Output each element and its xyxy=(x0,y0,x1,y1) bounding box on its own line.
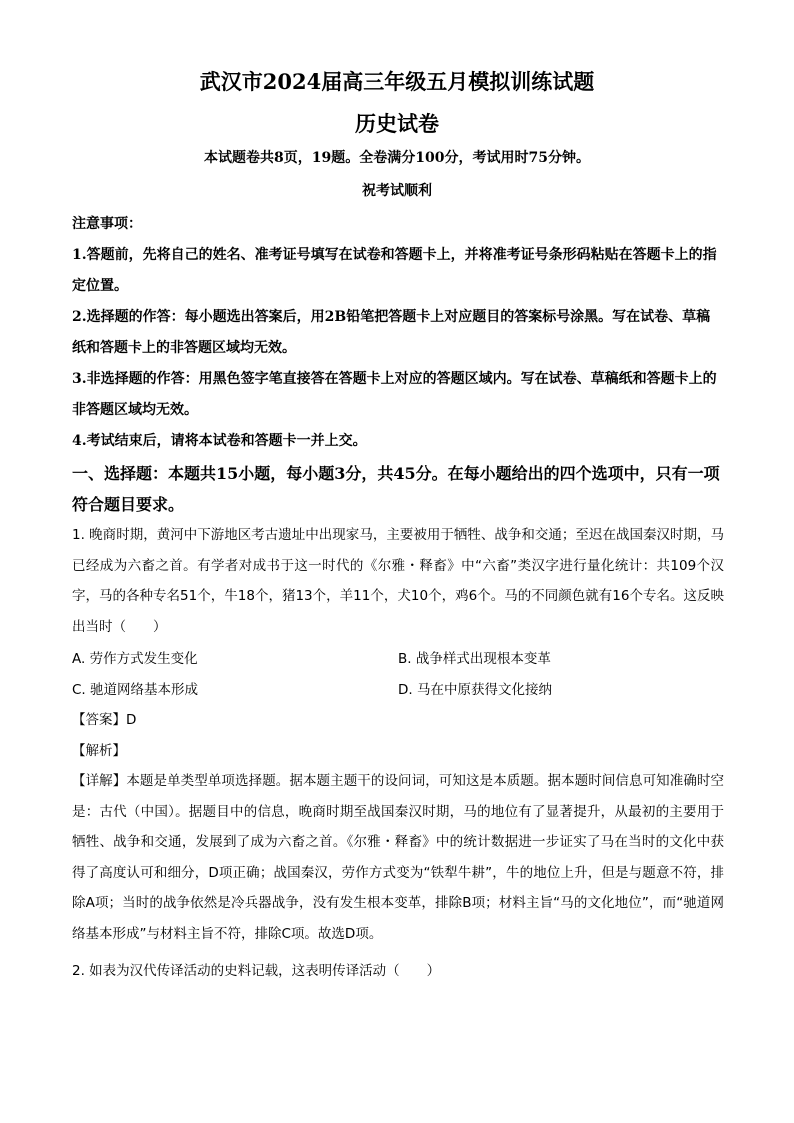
section-one xyxy=(72,458,724,520)
exam-info: 本试题卷共8页，19题。全卷满分100分，考试用时75分钟。 xyxy=(204,150,590,166)
notice-item: 2.选择题的作答：每小题选出答案后，用2B铅笔把答题卡上对应题目的答案标号涂黑。写在试卷、草稿纸和答题卡上的非答题区域均无效。 xyxy=(72,309,711,356)
notice-item: 1.答题前，先将自己的姓名、准考证号填写在试卷和答题卡上，并将准考证号条形码粘贴在答题卡上的指定位置。 xyxy=(72,247,717,294)
answer-block xyxy=(72,705,724,766)
detail-text: 【详解】本题是单类型单项选择题。据本题主题干的设问词，可知这是本质题。据本题时间信息可知准确时空是：古代（中国）。据题目中的信息，晚商时期至战国秦汉时期，马的地位有了显著提升，从最初的主要用于牺牲、战争和交通，发展到了成为六畜之首。《尔雅・释畜》中的统计数据进一步证实了马在当时的文化中获得了高度认可和细分，D项正确；战国秦汉，劳作方式变为“铁犁牛耕”，牛的地位上升，但是与题意不符，排除A项；当时的战争依然是冷兵器战争，没有发生根本变革，排除B项；材料主旨“马的文化地位”，而“驰道网络基本形成”与材料主旨不符，排除C项。故选D项。 xyxy=(72,773,724,942)
notice-section xyxy=(72,209,724,457)
option-a: A. 劳作方式发生变化 xyxy=(72,651,198,667)
answer-label: 【答案】 xyxy=(72,712,126,728)
option-d: D. 马在中原获得文化接纳 xyxy=(398,681,552,698)
question-2 xyxy=(72,956,724,987)
analysis-label: 【解析】 xyxy=(72,742,126,759)
notice-heading: 注意事项： xyxy=(72,216,142,232)
question-1 xyxy=(72,520,724,642)
question-2-stem: 2. 如表为汉代传译活动的史料记载，这表明传译活动（ ） xyxy=(72,963,441,979)
answer-line xyxy=(72,705,724,736)
question-1-options xyxy=(72,644,724,705)
answer-value: D xyxy=(126,712,137,728)
section-heading: 一、选择题：本题共15小题，每小题3分，共45分。在每小题给出的四个选项中，只有一项符合题目要求。 xyxy=(72,464,720,514)
option-c: C. 驰道网络基本形成 xyxy=(72,681,199,698)
good-luck-text: 祝考试顺利 xyxy=(362,183,432,199)
exam-title: 武汉市2024届高三年级五月模拟训练试题 xyxy=(199,69,595,94)
question-stem: 1. 晚商时期，黄河中下游地区考古遗址中出现家马，主要被用于牺牲、战争和交通；至迟在战国秦汉时期，马已经成为六畜之首。有学者对成书于这一时代的《尔雅・释畜》中“六畜”类汉字进行量化统计：共109个汉字，马的各种专名51个，牛18个，猪13个，羊11个，犬10个，鸡6个。马的不同颜色就有16个专名。这反映出当时（ ） xyxy=(72,527,724,635)
option-b: B. 战争样式出现根本变革 xyxy=(398,651,551,667)
subject-title: 历史试卷 xyxy=(355,111,439,136)
notice-item: 4.考试结束后，请将本试卷和答题卡一并上交。 xyxy=(72,433,367,449)
detail-explanation xyxy=(72,766,724,949)
notice-item: 3.非选择题的作答：用黑色签字笔直接答在答题卡上对应的答题区域内。写在试卷、草稿纸和答题卡上的非答题区域均无效。 xyxy=(72,371,717,418)
